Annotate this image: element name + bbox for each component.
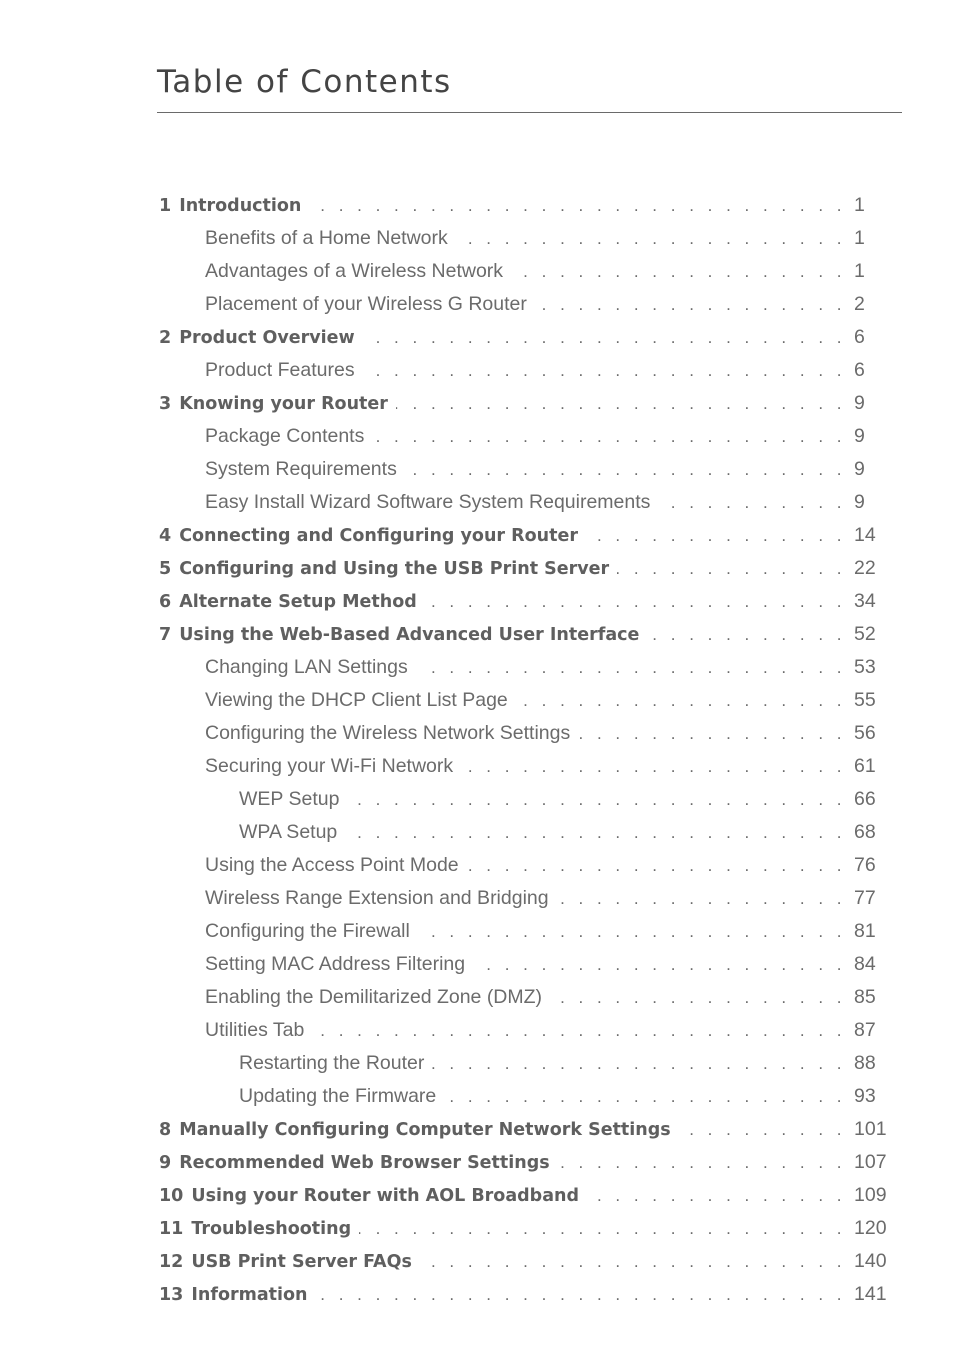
toc-chapter-entry[interactable] — [159, 1245, 887, 1278]
toc-dot-leader — [647, 618, 846, 651]
toc-entry-title: Information — [191, 1285, 308, 1305]
toc-entry-title: Wireless Range Extension and Bridging — [205, 887, 549, 909]
toc-section-entry[interactable] — [159, 981, 876, 1014]
toc-entry-title: Troubleshooting — [191, 1219, 352, 1239]
toc-chapter-number: 10 — [159, 1186, 184, 1206]
toc-chapter-entry[interactable] — [159, 387, 864, 420]
toc-page-number: 66 — [854, 788, 876, 810]
toc-page-number: 141 — [854, 1283, 887, 1305]
toc-entry-title: Alternate Setup Method — [179, 592, 417, 612]
toc-dot-leader — [309, 189, 846, 222]
toc-dot-leader — [586, 519, 846, 552]
toc-dot-leader — [473, 948, 846, 981]
toc-section-entry[interactable] — [159, 1047, 876, 1080]
toc-dot-leader — [420, 1245, 846, 1278]
toc-entry-title: Placement of your Wireless G Router — [205, 293, 527, 315]
toc-page-number: 61 — [854, 755, 876, 777]
toc-section-entry[interactable] — [159, 651, 876, 684]
toc-page-number: 120 — [854, 1217, 887, 1239]
toc-chapter-number: 1 — [159, 196, 172, 216]
toc-chapter-entry[interactable] — [159, 585, 876, 618]
toc-chapter-number: 12 — [159, 1252, 184, 1272]
toc-section-entry[interactable] — [159, 816, 876, 849]
toc-section-entry[interactable] — [159, 288, 864, 321]
toc-page-number: 93 — [854, 1085, 876, 1107]
toc-entry-title: WPA Setup — [239, 821, 338, 843]
toc-chapter-entry[interactable] — [159, 618, 876, 651]
toc-entry-title: Securing your Wi-Fi Network — [205, 755, 454, 777]
toc-page-number: 55 — [854, 689, 876, 711]
toc-chapter-entry[interactable] — [159, 552, 876, 585]
toc-section-entry[interactable] — [159, 354, 864, 387]
toc-page-number: 1 — [854, 260, 865, 282]
toc-dot-leader — [363, 354, 846, 387]
toc-section-entry[interactable] — [159, 222, 864, 255]
toc-entry-title: Recommended Web Browser Settings — [179, 1153, 550, 1173]
toc-dot-leader — [444, 1080, 846, 1113]
toc-page-number: 77 — [854, 887, 876, 909]
toc-chapter-number: 9 — [159, 1153, 172, 1173]
toc-page-number: 53 — [854, 656, 876, 678]
toc-dot-leader — [557, 882, 846, 915]
toc-dot-leader — [359, 1212, 846, 1245]
toc-dot-leader — [416, 651, 846, 684]
toc-entry-title: Product Overview — [179, 328, 355, 348]
table-of-contents — [159, 189, 887, 1311]
toc-entry-title: Using the Web-Based Advanced User Interface — [179, 625, 640, 645]
toc-dot-leader — [550, 981, 846, 1014]
toc-chapter-entry[interactable] — [159, 1212, 887, 1245]
toc-dot-leader — [316, 1278, 847, 1311]
toc-dot-leader — [516, 684, 846, 717]
toc-chapter-number: 2 — [159, 328, 172, 348]
toc-dot-leader — [558, 1146, 846, 1179]
toc-page-number: 85 — [854, 986, 876, 1008]
toc-chapter-entry[interactable] — [159, 519, 876, 552]
toc-chapter-entry[interactable] — [159, 1146, 887, 1179]
toc-section-entry[interactable] — [159, 420, 864, 453]
toc-chapter-number: 11 — [159, 1219, 184, 1239]
toc-entry-title: Viewing the DHCP Client List Page — [205, 689, 508, 711]
toc-page-number: 84 — [854, 953, 876, 975]
toc-page-number: 6 — [854, 326, 865, 348]
toc-entry-title: Configuring the Wireless Network Settings — [205, 722, 571, 744]
toc-page-number: 9 — [854, 491, 865, 513]
toc-chapter-entry[interactable] — [159, 1179, 887, 1212]
toc-dot-leader — [418, 915, 846, 948]
toc-dot-leader — [396, 387, 846, 420]
toc-dot-leader — [363, 321, 846, 354]
toc-page-number: 9 — [854, 458, 865, 480]
toc-entry-title: System Requirements — [205, 458, 397, 480]
toc-dot-leader — [617, 552, 846, 585]
toc-entry-title: Product Features — [205, 359, 355, 381]
toc-chapter-number: 5 — [159, 559, 172, 579]
toc-page-number: 140 — [854, 1250, 887, 1272]
toc-entry-title: Utilities Tab — [205, 1019, 305, 1041]
toc-section-entry[interactable] — [159, 684, 876, 717]
toc-chapter-number: 4 — [159, 526, 172, 546]
page-title: Table of Contents — [157, 64, 452, 100]
toc-dot-leader — [425, 585, 846, 618]
toc-entry-title: Knowing your Router — [179, 394, 388, 414]
toc-entry-title: Advantages of a Wireless Network — [205, 260, 504, 282]
toc-page-number: 1 — [854, 194, 865, 216]
toc-entry-title: Updating the Firmware — [239, 1085, 437, 1107]
toc-chapter-entry[interactable] — [159, 189, 864, 222]
toc-dot-leader — [312, 1014, 846, 1047]
toc-page-number: 14 — [854, 524, 876, 546]
toc-entry-title: Using your Router with AOL Broadband — [191, 1186, 579, 1206]
toc-entry-title: Setting MAC Address Filtering — [205, 953, 466, 975]
toc-chapter-number: 6 — [159, 592, 172, 612]
toc-page-number: 34 — [854, 590, 876, 612]
toc-page-number: 9 — [854, 392, 865, 414]
toc-page-number: 6 — [854, 359, 865, 381]
toc-dot-leader — [345, 816, 846, 849]
toc-entry-title: WEP Setup — [239, 788, 340, 810]
toc-chapter-number: 7 — [159, 625, 172, 645]
toc-entry-title: Package Contents — [205, 425, 365, 447]
toc-chapter-entry[interactable] — [159, 1278, 887, 1311]
toc-page-number: 107 — [854, 1151, 887, 1173]
toc-page-number: 81 — [854, 920, 876, 942]
toc-section-entry[interactable] — [159, 915, 876, 948]
toc-dot-leader — [432, 1047, 846, 1080]
toc-page-number: 88 — [854, 1052, 876, 1074]
toc-section-entry[interactable] — [159, 750, 876, 783]
toc-dot-leader — [456, 222, 846, 255]
toc-section-entry[interactable] — [159, 1014, 876, 1047]
toc-section-entry[interactable] — [159, 717, 876, 750]
toc-dot-leader — [405, 453, 846, 486]
toc-dot-leader — [679, 1113, 846, 1146]
toc-dot-leader — [578, 717, 846, 750]
toc-page-number: 2 — [854, 293, 865, 315]
toc-dot-leader — [587, 1179, 846, 1212]
toc-dot-leader — [658, 486, 846, 519]
toc-dot-leader — [347, 783, 846, 816]
toc-entry-title: Restarting the Router — [239, 1052, 425, 1074]
toc-entry-title: Changing LAN Settings — [205, 656, 408, 678]
toc-section-entry[interactable] — [159, 849, 876, 882]
toc-section-entry[interactable] — [159, 1080, 876, 1113]
toc-entry-title: Easy Install Wizard Software System Requirements — [205, 491, 651, 513]
toc-dot-leader — [467, 849, 846, 882]
toc-section-entry[interactable] — [159, 255, 864, 288]
toc-section-entry[interactable] — [159, 948, 876, 981]
toc-dot-leader — [535, 288, 846, 321]
toc-dot-leader — [511, 255, 846, 288]
toc-page-number: 9 — [854, 425, 865, 447]
toc-page-number: 1 — [854, 227, 865, 249]
title-divider — [157, 112, 902, 113]
toc-page-number: 56 — [854, 722, 876, 744]
toc-entry-title: Connecting and Configuring your Router — [179, 526, 578, 546]
toc-section-entry[interactable] — [159, 882, 876, 915]
toc-section-entry[interactable] — [159, 783, 876, 816]
toc-page-number: 101 — [854, 1118, 887, 1140]
toc-page-number: 87 — [854, 1019, 876, 1041]
toc-chapter-entry[interactable] — [159, 1113, 887, 1146]
toc-section-entry[interactable] — [159, 453, 864, 486]
toc-page-number: 76 — [854, 854, 876, 876]
toc-chapter-number: 8 — [159, 1120, 172, 1140]
toc-page-number: 68 — [854, 821, 876, 843]
toc-section-entry[interactable] — [159, 486, 864, 519]
toc-dot-leader — [372, 420, 846, 453]
toc-entry-title: Using the Access Point Mode — [205, 854, 459, 876]
toc-entry-title: Benefits of a Home Network — [205, 227, 448, 249]
toc-page-number: 52 — [854, 623, 876, 645]
toc-entry-title: Introduction — [179, 196, 302, 216]
toc-chapter-entry[interactable] — [159, 321, 864, 354]
toc-chapter-number: 13 — [159, 1285, 184, 1305]
toc-dot-leader — [461, 750, 846, 783]
toc-entry-title: Manually Configuring Computer Network Settings — [179, 1120, 671, 1140]
toc-page-number: 109 — [854, 1184, 887, 1206]
toc-entry-title: Configuring and Using the USB Print Server — [179, 559, 610, 579]
toc-entry-title: Enabling the Demilitarized Zone (DMZ) — [205, 986, 543, 1008]
toc-entry-title: USB Print Server FAQs — [191, 1252, 412, 1272]
toc-entry-title: Configuring the Firewall — [205, 920, 410, 942]
toc-page-number: 22 — [854, 557, 876, 579]
toc-chapter-number: 3 — [159, 394, 172, 414]
